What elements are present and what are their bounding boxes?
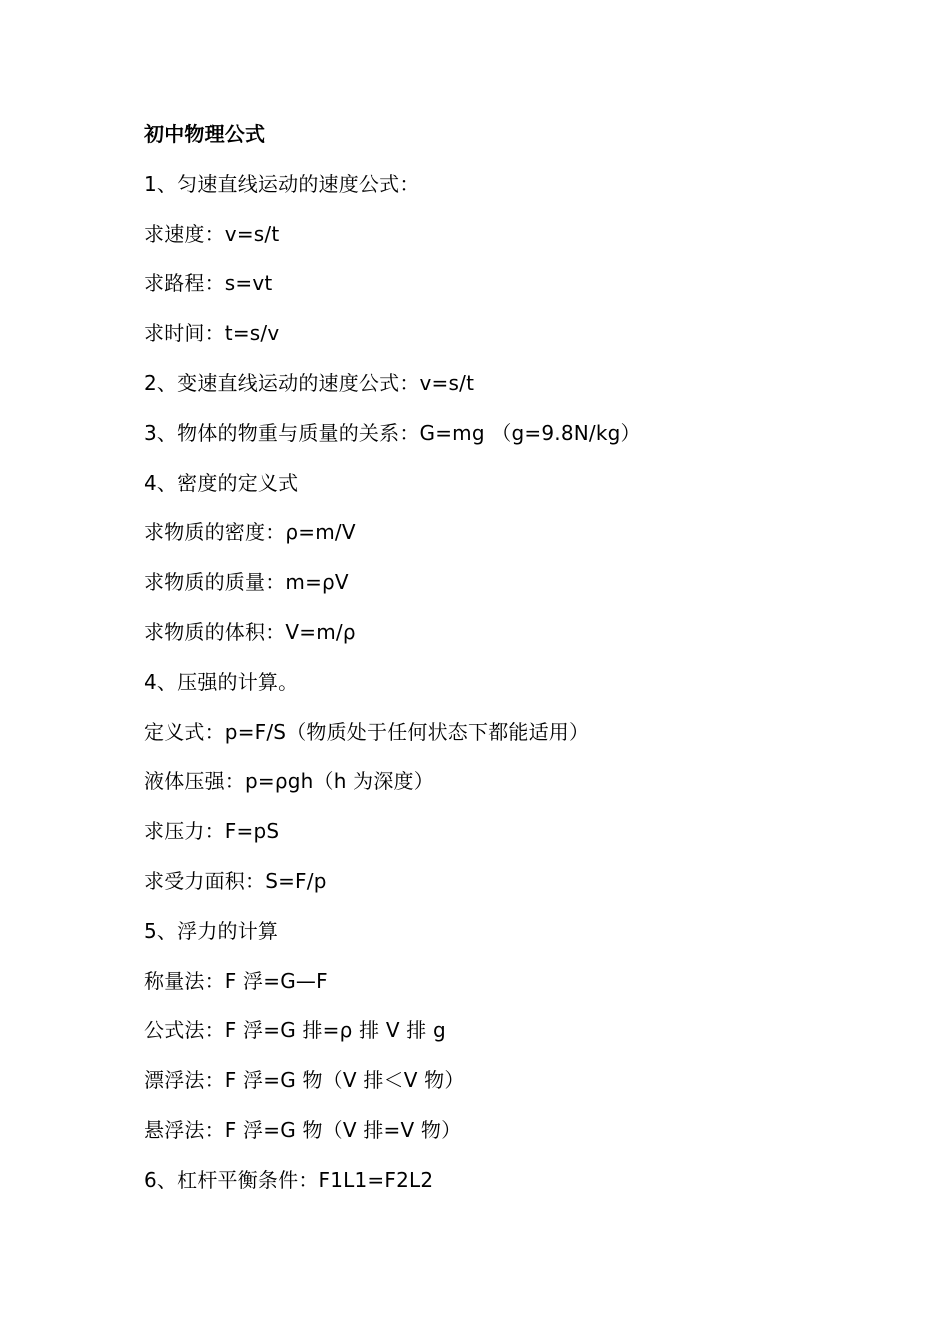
text-line: 4、压强的计算。	[144, 669, 299, 694]
text-line: 6、杠杆平衡条件：F1L1=F2L2	[144, 1167, 434, 1192]
text-line: 求物质的质量：m=ρV	[144, 570, 349, 595]
text-line: 悬浮法：F 浮=G 物（V 排=V 物）	[144, 1117, 462, 1142]
text-line: 定义式：p=F/S（物质处于任何状态下都能适用）	[144, 719, 590, 744]
text-line: 5、浮力的计算	[144, 918, 279, 943]
text-line: 4、密度的定义式	[144, 470, 299, 495]
document-body	[144, 114, 904, 1210]
text-line: 求压力：F=pS	[144, 819, 280, 844]
text-line: 求物质的密度：ρ=m/V	[144, 520, 356, 545]
text-line: 称量法：F 浮=G—F	[144, 968, 328, 993]
text-line: 1、匀速直线运动的速度公式：	[144, 171, 420, 196]
text-line: 求路程：s=vt	[144, 271, 273, 296]
text-line: 液体压强：p=ρgh（h 为深度）	[144, 769, 434, 794]
text-line: 求时间：t=s/v	[144, 321, 280, 346]
text-line: 漂浮法：F 浮=G 物（V 排＜V 物）	[144, 1068, 465, 1093]
text-line: 公式法：F 浮=G 排=ρ 排 V 排 g	[144, 1018, 446, 1043]
document-title: 初中物理公式	[144, 122, 266, 146]
text-line: 2、变速直线运动的速度公式：v=s/t	[144, 370, 475, 395]
text-line: 求受力面积：S=F/p	[144, 868, 327, 893]
text-line: 求速度：v=s/t	[144, 221, 280, 246]
text-line: 3、物体的物重与质量的关系：G=mg （g=9.8N/kg）	[144, 420, 641, 445]
text-line: 求物质的体积：V=m/ρ	[144, 619, 356, 644]
